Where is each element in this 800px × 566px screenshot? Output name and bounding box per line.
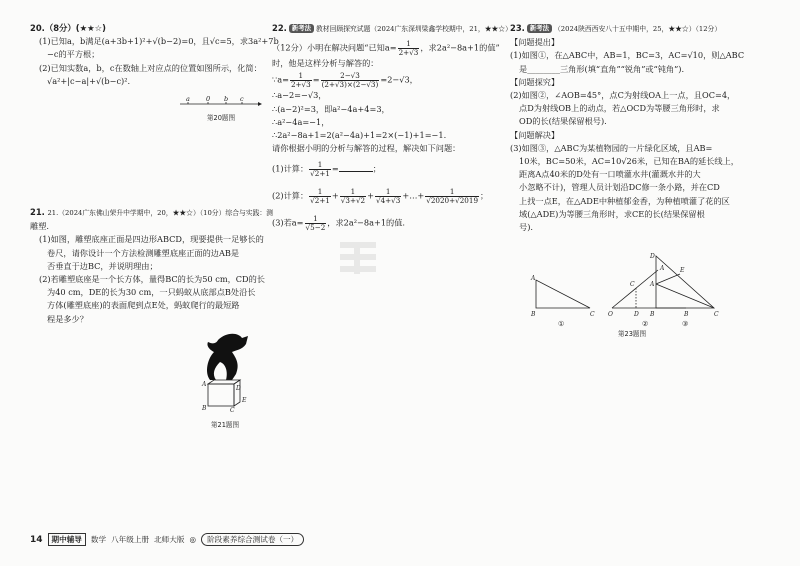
vertex-label: D [650, 253, 655, 260]
figure-number: ② [642, 320, 649, 328]
q20-part2-line2: √a²+|c−a|+√(b−c)². [47, 75, 131, 86]
question-22 [272, 22, 512, 233]
q23-part3-line2: 10米，BC=50米，AC=10√26米，已知在BA的延长线上， [519, 156, 739, 167]
q22-step2: ∴a−2=−√3， [272, 90, 327, 101]
page-footer [30, 533, 304, 546]
q23-caption: 第23题图 [617, 330, 647, 338]
q22-step3: ∴(a−2)²=3，即a²−4a+4=3， [272, 103, 390, 114]
q23-part3-line1: (3)如图③，△ABC为某植物园的一片绿化区域，且AB= [510, 142, 713, 153]
q23-part3-line3: 距离A点40米的D处有一口喷灌水井(灌溉水井的大 [519, 169, 701, 180]
column-left [30, 22, 279, 88]
q21-header: 21.（2024广东佛山荣升中学期中，20，★★☆）（10分）综合与实践：测 [47, 209, 273, 217]
vertex-label: B [202, 405, 207, 412]
answer-blank[interactable] [339, 164, 373, 172]
q23-header: （2024陕西西安八十五中期中，25，★★☆）（12分） [554, 25, 722, 33]
circle-icon: ◎ [189, 535, 197, 544]
vertex-label: A [202, 381, 207, 388]
q23-part1-line1: (1)如图①，在△ABC中，AB=1，BC=3，AC=√10，则△ABC [510, 50, 745, 61]
q23-part3-line4: 小忽略不计)，管理人员计划沿DC修一条小路，并在CD [519, 182, 720, 193]
figure-number: ① [558, 320, 565, 328]
figure-number: ③ [682, 320, 689, 328]
q21-part2-line1: (2)若雕塑底座是一个长方体，量得BC的长为50 cm，CD的长 [39, 274, 265, 285]
q21-part1-line2: 卷尺，请你设计一个方法检测雕塑底座正面的边AB是 [47, 247, 240, 258]
q22-number: 22. [272, 23, 287, 33]
q21-part2-line3: 方体(雕塑底座)的表面爬到点E处，蚂蚁爬行的最短路 [47, 300, 240, 311]
new-method-tag: 新考法 [289, 24, 314, 33]
question-20 [30, 22, 279, 88]
q23-section2: 【问题探究】 [510, 76, 560, 87]
vertex-label: D [236, 385, 241, 392]
q22-step5: ∴2a²−8a+1=2(a²−4a)+1=2×(−1)+1=−1. [272, 130, 447, 141]
q23-number: 23. [510, 23, 525, 33]
axis-label: 0 [206, 95, 211, 103]
q22-intro-line2: 时，他是这样分析与解答的： [272, 58, 379, 69]
question-23 [510, 22, 772, 234]
q21-part2-line2: 为40 cm，DE的长为30 cm，一只蚂蚁从底部点B处沿长 [47, 287, 256, 298]
q22-instruction: 请你根据小明的分析与解答的过程，解决如下问题： [272, 143, 461, 154]
series-label: 阶段素养综合测试卷（一） [201, 533, 304, 546]
q23-part3-line5: 上找一点E，在△ADE中种植郁金香，为种植喷灌了花的区 [519, 195, 730, 206]
q21-part2-line4: 程是多少？ [47, 313, 88, 324]
q23-part2-line3: OD的长(结果保留根号). [519, 116, 607, 127]
vertex-label: C [230, 407, 235, 414]
vertex-label: C [714, 311, 719, 318]
page-number: 14 [30, 534, 43, 545]
q23-part3-line6: 域(△ADE)为等腰三角形时，求CE的长(结果保留根 [519, 208, 705, 219]
triangle-figures [526, 250, 738, 328]
vertex-label: A [660, 265, 665, 272]
subject-label: 数学 [90, 535, 107, 544]
question-21: 21. 21.（2024广东佛山荣升中学期中，20，★★☆）（10分）综合与实践：测 雕塑. (1)如图，雕塑底座正面是四边形ABCD，现要提供一足够长的 卷尺，请你设计一个方法检测雕塑底座正面的边AB是 否垂直于边BC，并说明理由； (2)若雕塑底座是一个长方体，量得BC的长为50 cm，CD的长 为40 cm，DE的长为30 cm，一只蚂蚁从底部点B处沿长 方体(雕塑底座)的表面爬到点E处，蚂蚁爬行的最短路 程是多少？ [30, 206, 258, 326]
watermark-icon [336, 236, 380, 278]
sculpture-figure [196, 328, 256, 418]
brand-label: 期中辅导 [48, 533, 86, 546]
axis-label: b [224, 95, 229, 103]
vertex-label: B [684, 311, 689, 318]
q20-part1-line1: (1)已知a，b满足(a+3b+1)²+√(b−2)=0，且√c=5，求3a²+7b [39, 36, 279, 47]
q22-step4: ∴a²−4a=−1， [272, 116, 330, 127]
vertex-label: D [634, 311, 639, 318]
q21-part1-line1: (1)如图，雕塑底座正面是四边形ABCD，现要提供一足够长的 [39, 234, 264, 245]
vertex-label: C [630, 281, 635, 288]
q23-part2-line1: (2)如图②，∠AOB=45°，点C为射线OA上一点，且OC=4， [510, 90, 736, 101]
q23-part3-line7: 号). [519, 222, 533, 233]
q23-part2-line2: 点D为射线OB上的动点，若△OCD为等腰三角形时，求 [519, 103, 720, 114]
vertex-label: A [531, 275, 536, 282]
vertex-label: E [242, 397, 247, 404]
q21-header-cont: 雕塑. [30, 221, 49, 232]
q22-intro-line1: （12分）小明在解决问题“已知a= $\frac{1}{2+√3}$ ，求2a²−8a+1的值” [272, 39, 500, 58]
grade-label: 八年级上册 [111, 535, 150, 544]
q21-caption: 第21题图 [210, 421, 240, 429]
q20-part2-line1: (2)已知实数a，b，c在数轴上对应点的位置如图所示，化简： [39, 62, 262, 73]
vertex-label: O [608, 311, 613, 318]
q22-sub2: (2)计算： $\frac{1}{√2+1}$ + $\frac{1}{√3+√2}$ + $\frac{1}{√4+√3}$ +…+ $\frac{1}{√2020+√2019}$ ； [272, 187, 489, 206]
q22-sub3: (3)若a= $\frac{1}{√5-2}$ ，求2a²−8a+1的值. [272, 214, 406, 233]
q23-section3: 【问题解决】 [510, 129, 560, 140]
vertex-label: C [590, 311, 595, 318]
edition-label: 北师大版 [154, 535, 185, 544]
q21-part1-line3: 否垂直于边BC，并说明理由； [47, 260, 158, 271]
new-method-tag: 新考法 [527, 24, 552, 33]
q20-part1-line2: −c的平方根； [47, 49, 100, 60]
q20-caption: 第20题图 [206, 114, 236, 122]
vertex-label: E [680, 267, 685, 274]
q23-part1-line2: 是________三角形(填“直角”“锐角”或“钝角”). [519, 63, 685, 74]
q22-sub1: (1)计算： $\frac{1}{√2+1}$ = ； [272, 160, 381, 179]
q22-step1: ∵a= $\frac{1}{2+√3}$ = $\frac{2-√3}{(2+√3)\times(2-√3)}$ =2−√3， [272, 71, 418, 90]
vertex-label: B [531, 311, 536, 318]
vertex-label: A [650, 281, 655, 288]
q22-header: 教材回顾探究试题（2024广东深圳梁鑫学校期中，21，★★☆） [316, 25, 512, 33]
axis-label: c [240, 95, 244, 103]
axis-label: a [186, 95, 190, 103]
q23-section1: 【问题提出】 [510, 37, 560, 48]
vertex-label: B [650, 311, 655, 318]
q20-header: 20.（8分）(★★☆) [30, 23, 106, 33]
